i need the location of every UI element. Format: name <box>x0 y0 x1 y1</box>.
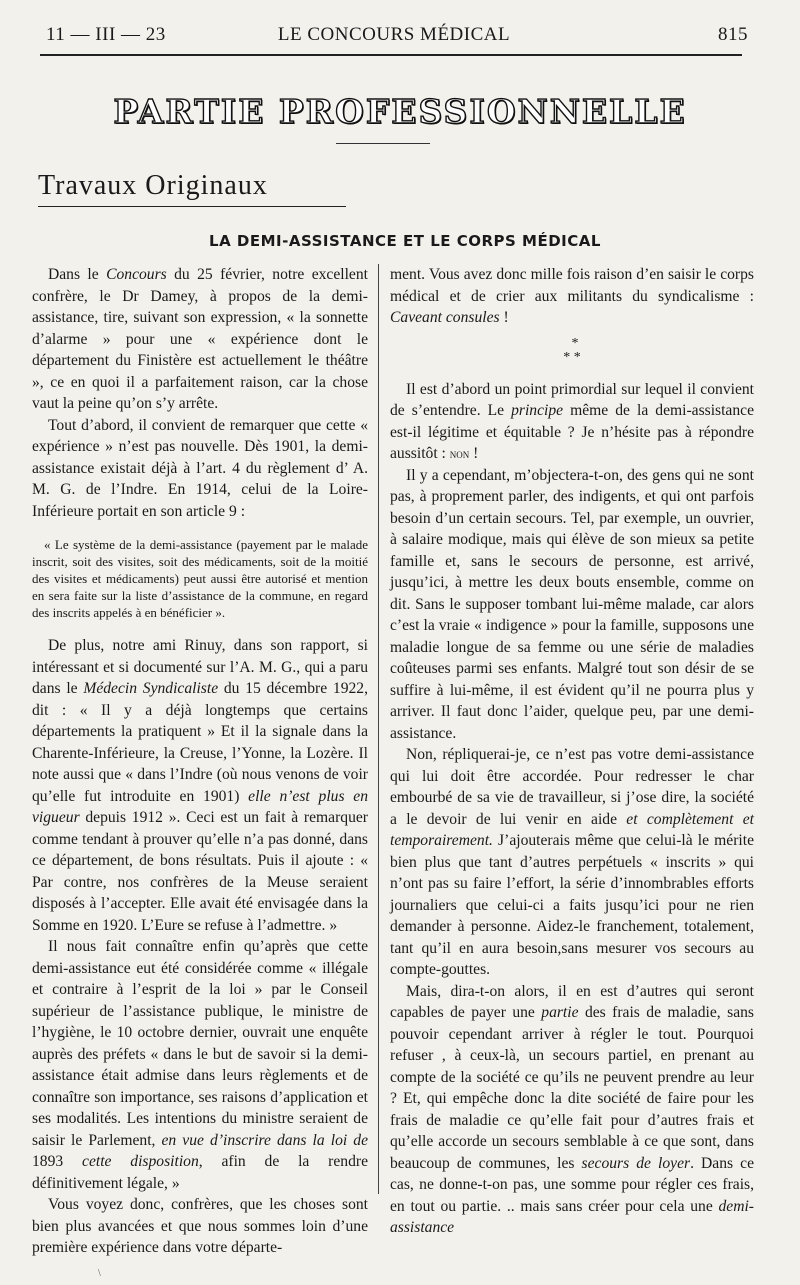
article-title: LA DEMI-ASSISTANCE ET LE CORPS MÉDICAL <box>209 232 601 250</box>
paragraph: Tout d’abord, il convient de remarquer que cette « expérience » n’est pas nouvelle. Dès 1901, la demi-assistance existait déjà à l’art. 4 du règlement d’ A. M. G. de l’Indre. En 1914, celui de la Loire-Inférieure portait en son article 9 : <box>32 416 368 520</box>
rubric-underline <box>38 206 346 207</box>
paragraph: De plus, notre ami Rinuy, dans son rapport, si intéressant et si documenté sur l’A. M. G., qui a paru dans le Médecin Syndicaliste du 15 décembre 1922, dit : « Il y a déjà longtemps que certains départements la pratiquent » Et il la signale dans la Charente-Inférieure, la Creuse, l’Yonne, la Lozère. Il note aussi que « dans l’Indre (où nous venons de voir qu’elle fut introduite en 1901) elle n’est plus en vigueur depuis 1912 ». Ceci est un fait à remarquer comme tendant à prouver qu’elle n’a pas donné, dans ce département, de bons résultats. Puis il ajoute : « Par contre, nos confrères de la Meuse seraient disposés à l’accepter. Elle avait été envisagée dans la Somme en 1920. L’Eure se refuse à l’admettre. » <box>32 637 368 934</box>
paragraph: Mais, dira-t-on alors, il en est d’autres qui seront capables de payer une partie des frais de maladie, sans pouvoir cependant arriver à régler le tout. Pourquoi refuser , à ceux-là, un secours partiel, en prenant au compte de la société ce qu’ils ne peuvent prendre au leur ? Et, qui empêche donc la dite société de faire pour les frais de maladie ce qu’elle fait pour d’autres frais et qu’elle accorde un secours semblable à ce que sont, dans beaucoup de communes, les secours de loyer. Dans ce cas, ne donne-t-on pas, une somme pour régler ces frais, en tout ou partie. .. mais sans créer pour cela une demi-assistance <box>390 982 755 1236</box>
running-header <box>40 22 748 48</box>
header-date: 11 — III — 23 <box>46 24 166 45</box>
paragraph: Dans le Concours du 25 février, notre excellent confrère, le Dr Damey, à propos de la demi-assistance, tire, suivant son expression, « la sonnette d’alarme » pour une « expérience dont le département du Finistère est actuellement le théâtre », ce en quoi il a parfaitement raison, car la chose vaut la peine qu’on s’y arrête. <box>32 266 368 412</box>
paragraph: Il nous fait connaître enfin qu’après que cette demi-assistance eut été considérée comme « illégale et contraire à l’esprit de la loi » par le Conseil supérieur de l’assistance publique, le ministre de l’hygiène, le 10 octobre dernier, ouvrait une enquête auprès des préfets « dans le but de savoir si la demi-assistance était admise dans leurs règlements et de connaître son importance, ses raisons d’application et ses modalités. Les intentions du ministre seraient de saisir le Parlement, en vue d’inscrire dans la loi de 1893 cette disposition, afin de la rendre définitivement légale, » <box>32 938 369 1192</box>
journal-name: LE CONCOURS MÉDICAL <box>277 24 511 45</box>
header-rule <box>40 54 742 56</box>
right-column <box>390 264 754 1239</box>
quoted-regulation: « Le système de la demi-assistance (payement par le malade inscrit, soit des visites, soit des médicaments, soit de la moitié des visites et médicaments) peut aussi être autorisé et mention en sera faite sur la liste d’assistance de la commune, en regard des inscrits appelés à en bénéficier ». <box>32 537 368 620</box>
asterism-separator: * * * <box>563 335 581 365</box>
page-number: 815 <box>718 24 748 45</box>
paragraph: Il y a cependant, m’objectera-t-on, des gens qui ne sont pas, à proprement parler, des indigents, et qui ont parfois besoin d’un certain secours. Tel, par exemple, un ouvrier, à salaire modique, mais qui élève de son mieux sa petite famille et, sans le secours de personne, est arrivé, jusqu’ici, à mettre les deux bouts ensemble, comme on dit. Sans le supposer tombant lui-même malade, car alors c’est la vraie « indigence » pour la famille, supposons une maladie longue de sa femme ou une série de maladies coûteuses parmi ses enfants. Malgré tout son désir de se suffire à lui-même, il est évident qu’il ne pourra plus y arriver. Il faut donc l’aider, quelque peu, par une demi-assistance. <box>390 466 754 742</box>
paragraph: Vous voyez donc, confrères, que les choses sont bien plus avancées et que nous sommes loin d’une première expérience dans votre départe- <box>32 1196 368 1256</box>
paragraph: Non, répliquerai-je, ce n’est pas votre demi-assistance qui lui doit être accordée. Pour redresser le char embourbé de sa vie de travailleur, si j’ose dire, la société a le devoir de lui venir en aide et complètement et temporairement. J’ajouterais même que celui-là le mérite bien plus que tant d’autres perpétuels « inscrits » qui n’ont pas su faire l’effort, la série d’innombrables efforts journaliers que celui-ci a faits jusqu’ici pour ne rien demander à personne. Aidez-le franchement, totalement, tant qu’il en aura besoin,sans mesurer vos secours au compte-gouttes. <box>390 746 754 978</box>
footer-mark: \ <box>98 1268 101 1279</box>
section-rule <box>336 143 430 144</box>
paragraph: Il est d’abord un point primordial sur lequel il convient de s’entendre. Le principe même de la demi-assistance est-il légitime et équitable ? Je n’hésite pas à répondre aussitôt : non ! <box>390 380 754 462</box>
paragraph: ment. Vous avez donc mille fois raison d’en saisir le corps médical et de crier aux militants du syndicalisme : Caveant consules ! <box>390 266 754 326</box>
rubric-heading: Travaux Originaux <box>38 170 268 201</box>
left-column <box>32 264 368 1259</box>
column-divider <box>378 264 379 1194</box>
section-title: PARTIE PROFESSIONNELLE <box>113 92 687 131</box>
